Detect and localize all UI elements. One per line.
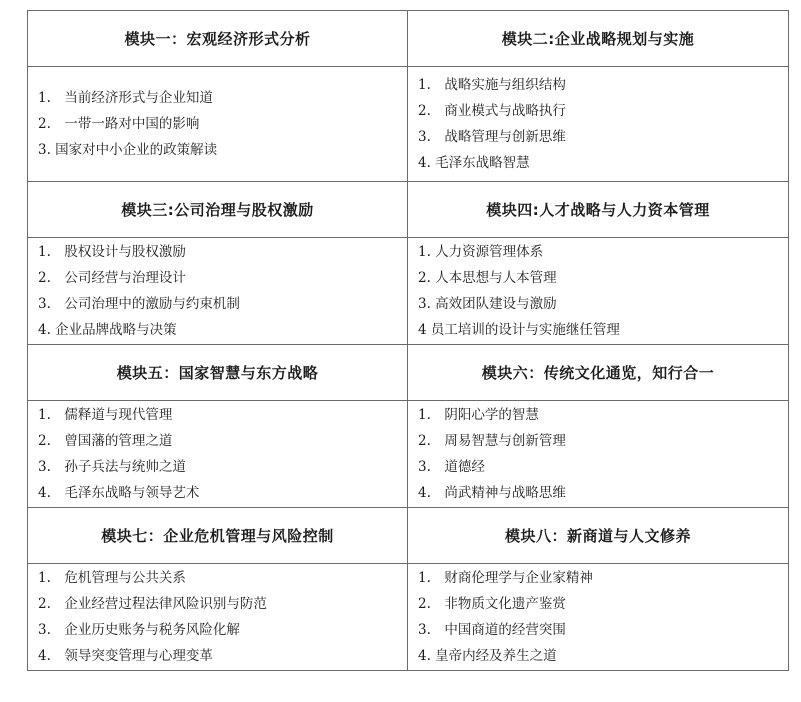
module-item-list: [28, 402, 407, 506]
module-item: 1. 儒释道与现代管理: [38, 407, 173, 423]
module-item-list: [28, 565, 407, 669]
module-item: 4. 皇帝内经及养生之道: [418, 648, 557, 664]
module-item: 3. 中国商道的经营突围: [418, 622, 566, 638]
module-content: [28, 238, 408, 345]
module-item: 2. 一带一路对中国的影响: [38, 116, 200, 132]
curriculum-table-body: [28, 11, 789, 671]
module-item: 2. 人本思想与人本管理: [418, 270, 557, 286]
module-item-list: [408, 565, 788, 669]
module-item: 3. 高效团队建设与激励: [418, 296, 557, 312]
module-item-list: [408, 239, 788, 343]
module-item: 4. 毛泽东战略智慧: [418, 155, 530, 171]
module-title: 模块三:公司治理与股权激励: [28, 182, 408, 238]
module-item: 2. 企业经营过程法律风险识别与防范: [38, 596, 267, 612]
module-title: 模块一：宏观经济形式分析: [28, 11, 408, 67]
module-title: 模块二:企业战略规划与实施: [408, 11, 789, 67]
module-header-row: [28, 11, 789, 67]
module-title: 模块六：传统文化通览，知行合一: [408, 345, 789, 401]
module-title: 模块五：国家智慧与东方战略: [28, 345, 408, 401]
module-item: 3. 国家对中小企业的政策解读: [38, 142, 218, 158]
curriculum-table: [27, 10, 789, 671]
module-item-list: [28, 85, 407, 163]
module-header-row: [28, 182, 789, 238]
module-item: 3. 孙子兵法与统帅之道: [38, 459, 186, 475]
module-content-row: [28, 564, 789, 671]
module-item: 1. 当前经济形式与企业知道: [38, 90, 213, 106]
module-item: 2. 周易智慧与创新管理: [418, 433, 566, 449]
module-item: 3. 战略管理与创新思维: [418, 129, 566, 145]
module-item: 2. 商业模式与战略执行: [418, 103, 566, 119]
module-item: 1. 危机管理与公共关系: [38, 570, 186, 586]
module-item: 1. 股权设计与股权激励: [38, 244, 186, 260]
module-content: [28, 67, 408, 182]
module-content: [408, 238, 789, 345]
module-item: 2. 公司经营与治理设计: [38, 270, 186, 286]
module-content: [408, 67, 789, 182]
module-item: 1. 财商伦理学与企业家精神: [418, 570, 593, 586]
module-title: 模块七：企业危机管理与风险控制: [28, 508, 408, 564]
module-content-row: [28, 238, 789, 345]
module-item: 3. 企业历史账务与税务风险化解: [38, 622, 240, 638]
module-item: 4. 企业品牌战略与决策: [38, 322, 177, 338]
module-header-row: [28, 508, 789, 564]
module-item: 3. 道德经: [418, 459, 485, 475]
module-item: 1. 阴阳心学的智慧: [418, 407, 539, 423]
module-content: [28, 401, 408, 508]
module-item-list: [408, 72, 788, 176]
module-item: 1. 人力资源管理体系: [418, 244, 544, 260]
module-item-list: [408, 402, 788, 506]
module-item: 2. 曾国藩的管理之道: [38, 433, 173, 449]
module-content: [408, 564, 789, 671]
module-content: [408, 401, 789, 508]
module-content-row: [28, 67, 789, 182]
module-item: 4. 领导突变管理与心理变革: [38, 648, 213, 664]
module-content: [28, 564, 408, 671]
module-item: 4. 尚武精神与战略思维: [418, 485, 566, 501]
module-item: 4. 毛泽东战略与领导艺术: [38, 485, 200, 501]
module-title: 模块八：新商道与人文修养: [408, 508, 789, 564]
module-item: 2. 非物质文化遗产鉴赏: [418, 596, 566, 612]
module-item: 3. 公司治理中的激励与约束机制: [38, 296, 240, 312]
module-item-list: [28, 239, 407, 343]
module-item: 1. 战略实施与组织结构: [418, 77, 566, 93]
module-item: 4 员工培训的设计与实施继任管理: [418, 322, 620, 338]
module-content-row: [28, 401, 789, 508]
module-header-row: [28, 345, 789, 401]
module-title: 模块四:人才战略与人力资本管理: [408, 182, 789, 238]
